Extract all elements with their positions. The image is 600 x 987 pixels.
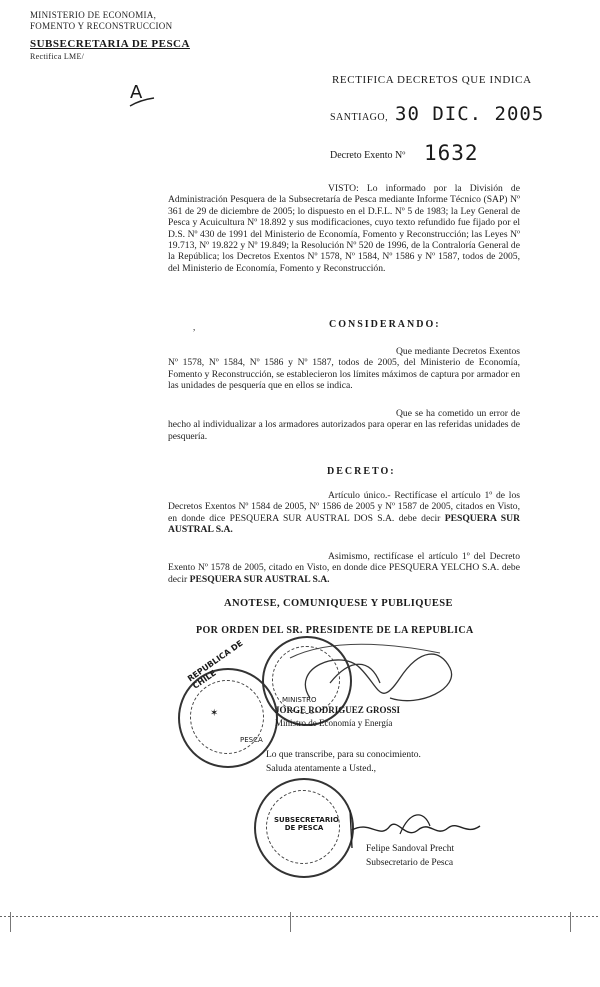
por-orden-line: POR ORDEN DEL SR. PRESIDENTE DE LA REPUBLICA — [196, 625, 474, 636]
reference-code: Rectifica LME/ — [30, 52, 85, 61]
document-title: RECTIFICA DECRETOS QUE INDICA — [332, 74, 532, 86]
asimismo-paragraph — [168, 551, 520, 585]
considerando-paragraph-2: Que se ha cometido un error de hecho al individualizar a los armadores autorizados para operar en las referidas unidades de pesquería. — [168, 408, 520, 442]
republic-seal-subtext: PESCA — [240, 736, 263, 744]
asimismo-company: PESQUERA SUR AUSTRAL S.A. — [189, 573, 330, 585]
articulo-unico-company: PESQUERA SUR AUSTRAL S.A. — [168, 512, 521, 536]
scan-edge-tick-left — [10, 912, 11, 932]
subsecretario-stamp-text: SUBSECRETARIO DE PESCA — [274, 816, 339, 832]
subsecretario-title: Subsecretario de Pesca — [366, 858, 454, 868]
republic-seal — [178, 638, 278, 768]
articulo-unico-text: Artículo único.- Rectifícase el artículo 1º de los Decretos Exentos Nº 1584 de 2005, Nº 1586 de 2005 y Nº 1587 de 2005, citados en Visto, en donde dice PESQUERA SUR AUSTRAL DOS S.A. debe decir — [168, 490, 520, 524]
scan-edge-tick-right — [570, 912, 571, 932]
margin-underline-mark — [128, 96, 158, 110]
visto-paragraph: VISTO: Lo informado por la División de Administración Pesquera de la Subsecretaría de Pesca mediante Informe Técnico (SAP) Nº 361 de 29 de diciembre de 2005; lo dispuesto en el D.F.L. Nº 5 de 1983; la Ley General de Pesca y Acuicultura Nº 18.892 y sus modificaciones, cuyo texto refundido fue fijado por el D.S. Nº 430 de 1991 del Ministerio de Economía, Fomento y Reconstrucción; las Leyes Nº 19.713, Nº 19.822 y Nº 19.849; la Resolución Nº 520 de 1996, de la Contraloría General de la República; los Decretos Exentos Nº 1578, Nº 1584, Nº 1586 y Nº 1587, todos de 2005, del Ministerio de Economía, Fomento y Reconstrucción. — [168, 183, 520, 274]
republic-seal-text: REPUBLICA DE CHILE — [186, 638, 245, 691]
articulo-unico-paragraph — [168, 490, 520, 536]
place-label: SANTIAGO, — [330, 112, 389, 123]
saluda-line: Saluda atentamente a Usted., — [266, 764, 377, 774]
minister-title: Ministro de Economía y Energía — [275, 718, 393, 728]
considerando-heading: CONSIDERANDO: — [329, 319, 441, 330]
scan-edge-line — [0, 916, 600, 917]
ministry-line1: MINISTERIO DE ECONOMIA, — [30, 10, 157, 20]
decreto-heading: DECRETO: — [327, 466, 396, 477]
subsecretaria-heading: SUBSECRETARIA DE PESCA — [30, 38, 190, 50]
transcribe-line: Lo que transcribe, para su conocimiento. — [266, 750, 421, 760]
republic-seal-emblem: ✶ — [210, 708, 219, 719]
considerando-paragraph-1: Que mediante Decretos Exentos Nº 1578, Nº 1584, Nº 1586 y Nº 1587, todos de 2005, del Ministerio de Economía, Fomento y Reconstrucción, se establecieron los límites máximos de captura por armador en las unidades de pesquería que en ellos se indica. — [168, 346, 520, 392]
decree-number: 1632 — [424, 141, 479, 165]
minister-name: JORGE RODRIGUEZ GROSSI — [275, 705, 401, 715]
subsecretario-stamp — [254, 778, 354, 878]
ministry-line2: FOMENTO Y RECONSTRUCCION — [30, 21, 173, 31]
scan-edge-tick-mid — [290, 912, 291, 932]
decree-number-label: Decreto Exento Nº — [330, 150, 406, 161]
minister-stamp-text: MINISTRO — [282, 696, 317, 704]
decree-date: 30 DIC. 2005 — [395, 103, 545, 125]
margin-note: A — [130, 82, 143, 103]
subsecretario-name: Felipe Sandoval Precht — [366, 844, 455, 854]
asimismo-text: Asimismo, rectifícase el artículo 1º del Decreto Exento Nº 1578 de 2005, citado en Visto, en donde dice PESQUERA YELCHO S.A. debe decir — [168, 551, 520, 585]
anotese-line: ANOTESE, COMUNIQUESE Y PUBLIQUESE — [224, 598, 453, 609]
stray-mark: , — [193, 322, 196, 332]
